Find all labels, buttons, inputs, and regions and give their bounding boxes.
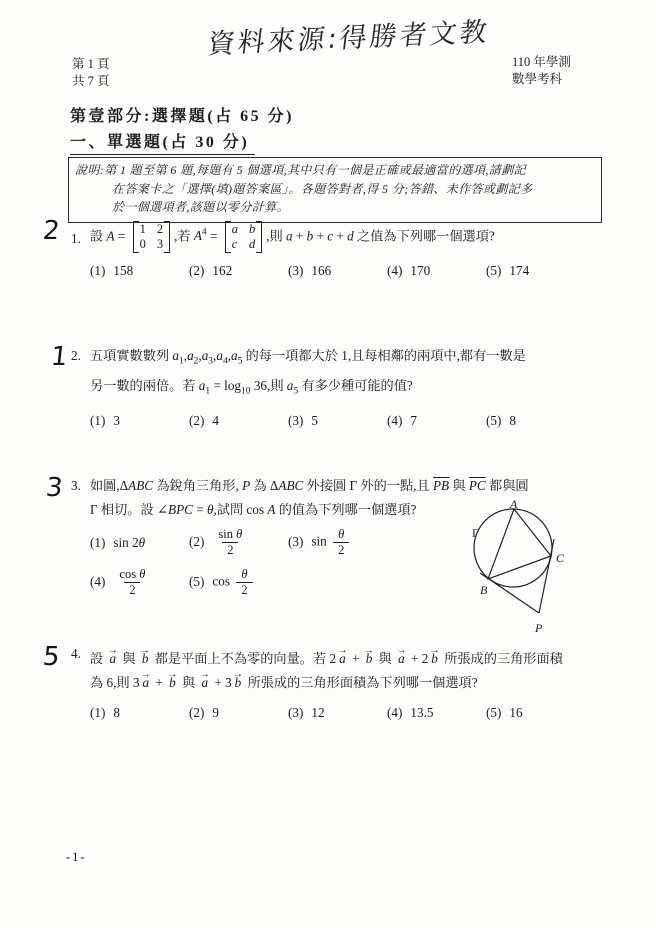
text-run: = (114, 228, 129, 244)
text-run: 所張成的三角形面積 (440, 651, 563, 666)
question-line (90, 221, 638, 253)
text-run: + (313, 228, 328, 244)
option-label: (1) (90, 413, 106, 429)
text-run: 162 (212, 263, 233, 279)
overline-segment: $\overline{PB}$ (432, 478, 450, 493)
text-run: 174 (509, 263, 530, 279)
text-run: 36,則 (250, 377, 287, 393)
text-run: 與 (119, 651, 139, 666)
question-text (90, 344, 638, 403)
answer-option (90, 531, 189, 555)
handwritten-answer: 5 (41, 642, 62, 672)
question-number: 3. (71, 478, 81, 493)
question-number: 2. (71, 348, 81, 363)
option-label: (4) (387, 704, 403, 720)
answer-option (486, 259, 585, 283)
vector-symbol: a → (108, 651, 117, 666)
math-variable: A (106, 228, 115, 244)
text-run: 都與圓 (485, 478, 529, 493)
vector-symbol: b → (234, 675, 243, 690)
text-run: 五項實數數列 (90, 348, 173, 363)
circle-gamma (474, 509, 552, 587)
text-run: 為 6,則 3 (90, 675, 140, 690)
text-run: + (333, 228, 348, 244)
option-label: (3) (288, 533, 304, 549)
answer-option (189, 527, 288, 558)
text-run: 與 (375, 651, 396, 666)
circumcircle-diagram (455, 498, 635, 638)
answer-option (189, 701, 288, 725)
vector-symbol: b → (430, 651, 439, 666)
math-subscript: $a_5$ (286, 377, 299, 397)
handwritten-answer: 3 (44, 473, 65, 503)
text-run: 4 (212, 413, 219, 429)
options-row (90, 408, 638, 433)
option-label: (4) (387, 413, 403, 429)
text-run: 的值為下列哪一個選項? (275, 502, 417, 517)
answer-option (189, 259, 288, 283)
text-run: 設 (90, 651, 107, 666)
text-run: ,則 (266, 228, 286, 244)
answer-option (288, 527, 387, 558)
math-subscript: $a_3$ (201, 348, 214, 367)
handwritten-answer: 2 (41, 216, 62, 246)
exam-info-block (512, 54, 571, 88)
vector-symbol: a → (338, 651, 347, 666)
text-run: 3 (113, 413, 120, 429)
triangle-abc (488, 509, 551, 579)
fraction: $\frac{\text{cos θ}}{2}$ (119, 567, 146, 597)
section-title: 第壹部分:選擇題(占 65 分) (70, 108, 294, 125)
text-run: 13.5 (410, 704, 434, 720)
text-run: , (213, 348, 217, 363)
subsection-title: 一、單選題(占 30 分) (70, 129, 255, 155)
math-subscript: $a_4$ (216, 348, 228, 367)
text-run: 8 (113, 704, 120, 720)
option-label: (3) (288, 263, 304, 279)
exam-year: 110 年學測 (512, 55, 571, 69)
text-run: 外接圓 Γ 外的一點,且 (303, 478, 433, 493)
text-run: = (210, 377, 225, 393)
text-run: 設 (90, 228, 107, 244)
question-line (90, 474, 638, 498)
theta-symbol: θ (139, 567, 146, 581)
option-label: (3) (288, 413, 304, 429)
answer-option (387, 259, 486, 283)
answer-option (288, 259, 387, 283)
question-4 (41, 642, 638, 725)
page-total: 共 7 頁 (72, 74, 110, 88)
text-run: + 2 (407, 651, 429, 666)
text-run: 有多少種可能的值? (298, 377, 413, 393)
text-run: 都是平面上不為零的向量。若 2 (151, 651, 337, 666)
text-run: 為 Δ (250, 478, 279, 493)
math-variable: d (347, 228, 354, 244)
question-options (90, 700, 638, 725)
text-run: 170 (410, 263, 431, 279)
question-line (90, 344, 638, 374)
text-run: 所張成的三角形面積為下列哪一個選項? (244, 675, 478, 690)
option-label: (2) (189, 533, 205, 549)
math-subscript: $\log_{10}$ (224, 377, 251, 397)
text-run: 9 (212, 704, 219, 720)
answer-option (189, 409, 288, 433)
options-row (90, 700, 638, 725)
math-variable: b (306, 228, 314, 244)
answer-option (90, 567, 189, 598)
text-run: Γ 相切。設 ∠ (90, 502, 169, 517)
question-3 (44, 473, 638, 635)
option-label: (1) (90, 534, 106, 550)
math-variable: ABC (128, 478, 154, 493)
answer-option (90, 409, 189, 433)
text-run: 158 (113, 263, 134, 279)
text-run: 8 (509, 413, 516, 429)
question-text (90, 642, 638, 695)
answer-option (486, 701, 585, 725)
answer-option (387, 409, 486, 433)
text-run: sin (311, 533, 331, 549)
label-p: P (535, 621, 543, 635)
text-run: 之值為下列哪一個選項? (353, 228, 495, 244)
math-variable: θ (206, 502, 214, 517)
matrix: 1 2 0 3 (133, 221, 171, 253)
text-run: 7 (410, 413, 417, 429)
text-run: ,試問 cos (213, 502, 268, 517)
instruction-line: 在答案卡之「選擇(填)題答案區」。各題答對者,得 5 分;答錯、未作答或劃記多 (112, 181, 533, 196)
math-superscript: $A^4$ (193, 228, 207, 244)
text-run: + (152, 675, 167, 690)
label-b: B (480, 583, 488, 597)
handwritten-answer: 1 (49, 342, 70, 372)
page-footer: -1- (66, 850, 87, 864)
label-a: A (510, 498, 518, 511)
option-label: (1) (90, 263, 106, 279)
answer-option (189, 567, 288, 598)
option-label: (4) (90, 573, 106, 589)
math-variable: A (267, 502, 276, 517)
matrix: a b c d (225, 221, 263, 253)
text-run: 與 (449, 478, 469, 493)
text-run: cos (212, 573, 234, 589)
math-subscript: $a_5$ (230, 348, 243, 367)
overline-segment: $\overline{PC}$ (468, 478, 486, 493)
fraction: $\frac{\theta}{2}$ (333, 527, 349, 558)
math-variable: BPC (168, 502, 193, 517)
text-run: , (198, 348, 202, 363)
answer-option (288, 701, 387, 725)
fraction: $\frac{\theta}{2}$ (236, 567, 252, 598)
label-gamma: Γ (472, 526, 479, 540)
tangent-line-pb (480, 573, 539, 613)
math-variable: c (327, 228, 334, 244)
theta-symbol: θ (236, 527, 243, 541)
text-run: + (292, 228, 307, 244)
math-subscript: $a_1$ (172, 348, 184, 367)
math-variable: ABC (278, 478, 304, 493)
option-label: (5) (486, 413, 502, 429)
instruction-line: 於一個選項者,該題以零分計算。 (112, 200, 290, 215)
question-options (90, 258, 638, 283)
text-run: 的每一項都大於 1,且每相鄰的兩項中,都有一數是 (242, 348, 526, 363)
text-run: 5 (311, 413, 318, 429)
handwritten-source-note: 資料來源:得勝者文教 (206, 16, 492, 61)
vector-symbol: b → (168, 675, 177, 690)
answer-option (288, 409, 387, 433)
answer-option (486, 409, 585, 433)
theta-symbol: θ (241, 567, 248, 581)
math-variable: a (285, 228, 293, 244)
option-label: (2) (189, 413, 205, 429)
vector-symbol: a → (200, 675, 209, 690)
vector-symbol: a → (141, 675, 150, 690)
answer-option (387, 701, 486, 725)
text-run: 為銳角三角形, (153, 478, 243, 493)
options-row (90, 258, 638, 283)
vector-symbol: a → (397, 651, 406, 666)
fraction: $\frac{\text{sin θ}}{2}$ (218, 527, 243, 557)
question-number: 1. (71, 231, 81, 246)
math-subscript: $a_1$ (198, 377, 211, 397)
text-run: , (183, 348, 188, 363)
page-number-block (72, 56, 110, 90)
option-label: (1) (90, 704, 106, 720)
theta-symbol: θ (338, 527, 345, 541)
question-line (90, 374, 638, 404)
text-run: 如圖,Δ (90, 478, 129, 493)
question-options (90, 408, 638, 433)
question-number: 4. (71, 646, 81, 661)
text-run: = (206, 228, 221, 244)
exam-subject: 數學考科 (512, 72, 563, 86)
text-run: , (227, 348, 231, 363)
question-1 (41, 216, 638, 283)
vector-symbol: b → (365, 651, 374, 666)
answer-option (90, 259, 189, 283)
text-run: + 3 (211, 675, 232, 690)
text-run: = (192, 502, 207, 517)
option-label: (5) (486, 263, 502, 279)
text-run: ,若 (174, 228, 194, 244)
text-run: 16 (509, 704, 523, 720)
question-line (90, 671, 638, 695)
option-label: (2) (189, 704, 205, 720)
question-2 (49, 342, 638, 433)
math-variable: P (242, 478, 251, 493)
instruction-line: 說明:第 1 題至第 6 題,每題有 5 個選項,其中只有一個是正確或最適當的選項,請劃記 (75, 163, 526, 177)
page-current: 第 1 頁 (72, 57, 110, 71)
text-run: + (348, 651, 363, 666)
option-label: (3) (288, 704, 304, 720)
answer-option (90, 701, 189, 725)
text-run: sin 2 (113, 534, 139, 550)
instructions-box (68, 157, 602, 223)
question-text (90, 221, 638, 253)
math-subscript: $a_2$ (187, 348, 199, 367)
math-variable: θ (138, 534, 146, 550)
option-label: (2) (189, 263, 205, 279)
option-label: (5) (189, 573, 205, 589)
option-label: (5) (486, 704, 502, 720)
label-c: C (556, 551, 565, 565)
text-run: 另一數的兩倍。若 (90, 377, 199, 393)
text-run: 12 (311, 704, 325, 720)
option-label: (4) (387, 263, 403, 279)
vector-symbol: b → (141, 651, 150, 666)
text-run: 與 (178, 675, 199, 690)
text-run: 166 (311, 263, 332, 279)
